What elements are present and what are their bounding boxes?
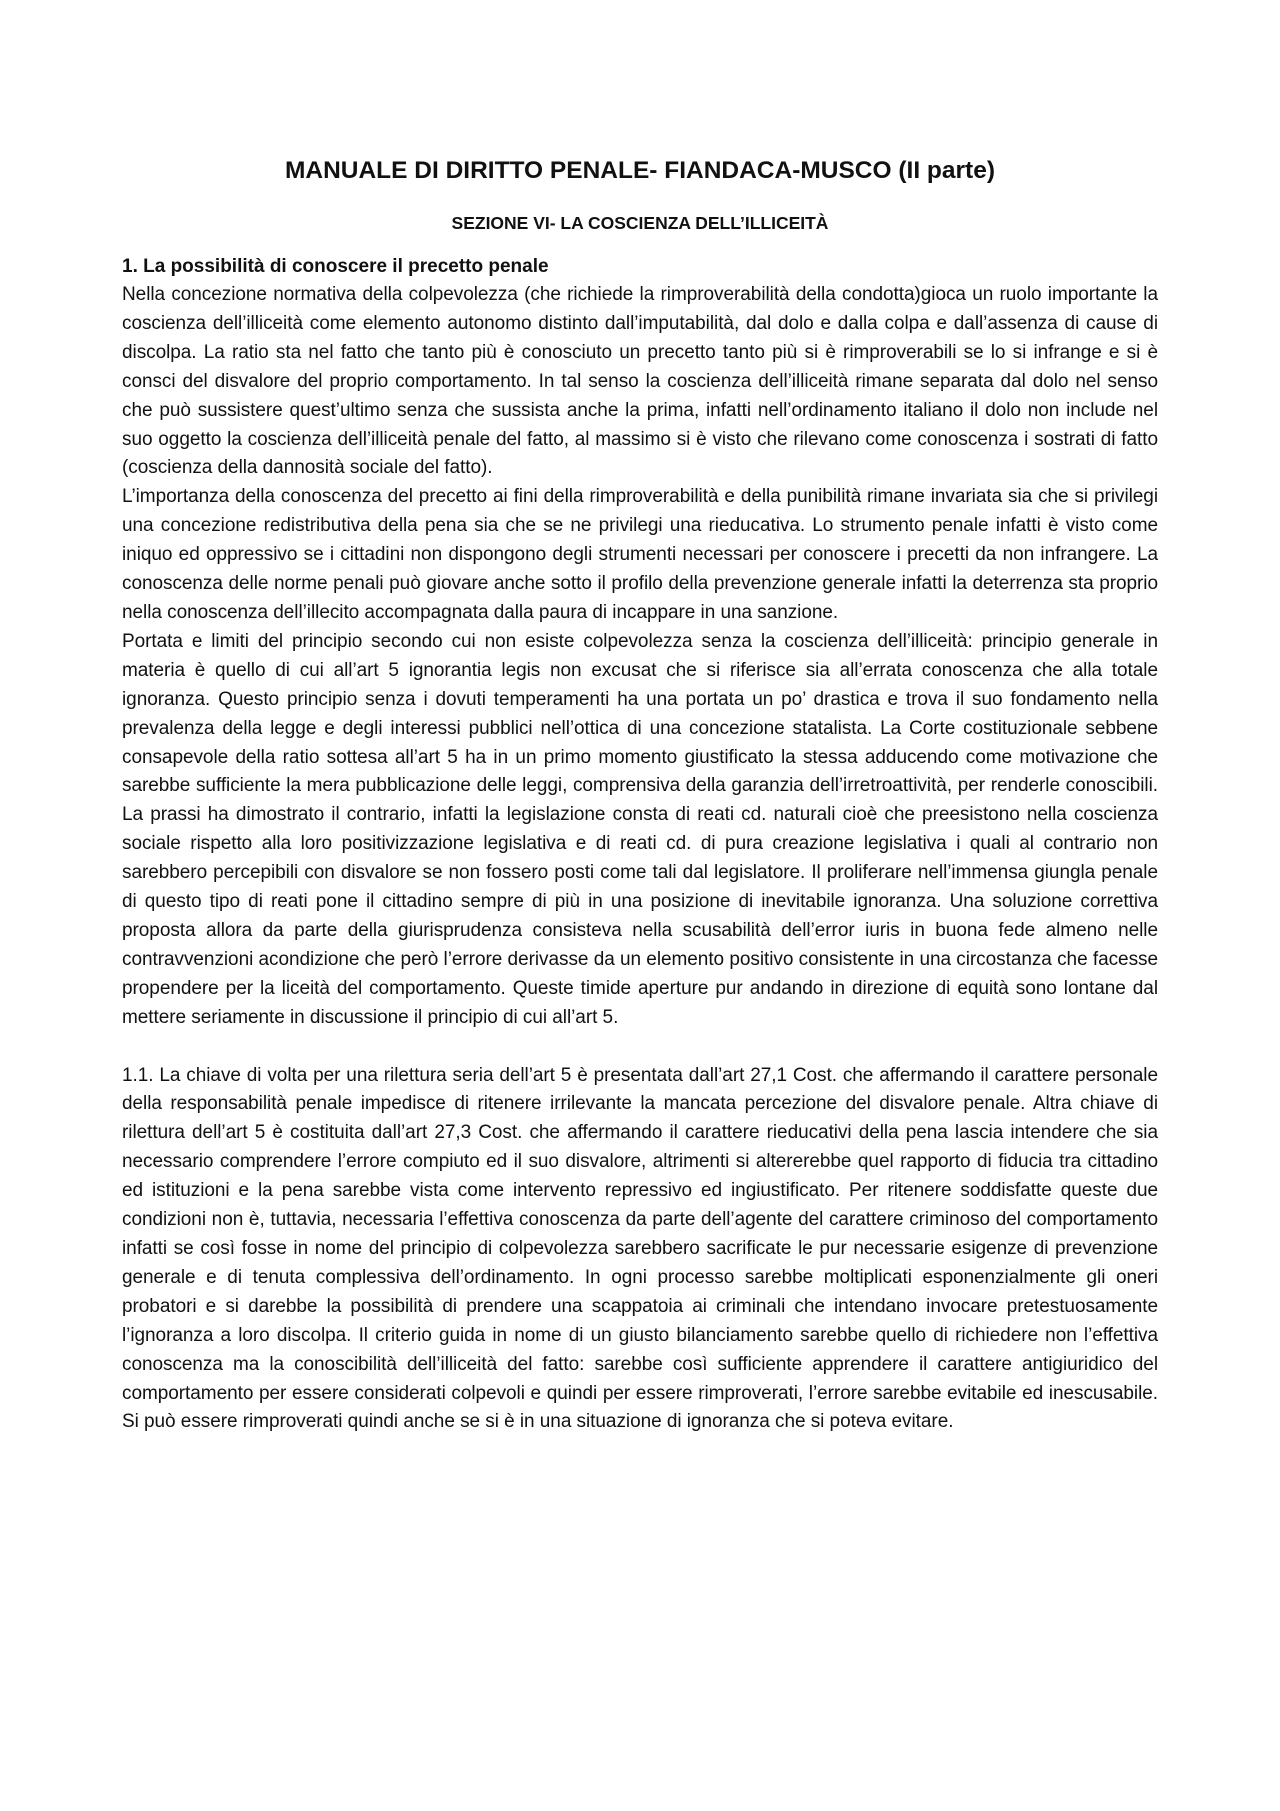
paragraph: L’importanza della conoscenza del precetto ai fini della rimproverabilità e della punibilità rimane invariata sia che si privilegi una concezione redistributiva della pena sia che se ne privilegi una rieducativa. Lo strumento penale infatti è visto come iniquo ed oppressivo se i cittadini non dispongono degli strumenti necessari per conoscere i precetti da non infrangere. La conoscenza delle norme penali può giovare anche sotto il profilo della prevenzione generale infatti la deterrenza sta proprio nella conoscenza dell’illecito accompagnata dalla paura di incappare in una sanzione. xyxy=(122,486,1158,623)
document-title: MANUALE DI DIRITTO PENALE- FIANDACA-MUSCO (II parte) xyxy=(284,157,996,184)
section-title: SEZIONE VI- LA COSCIENZA DELL’ILLICEITÀ xyxy=(451,213,829,233)
paragraph: Nella concezione normativa della colpevolezza (che richiede la rimproverabilità della condotta)gioca un ruolo importante la coscienza dell’illiceità come elemento autonomo distinto dall’imputabilità, dal dolo e dalla colpa e dall’assenza di cause di discolpa. La ratio sta nel fatto che tanto più è conosciuto un precetto tanto più si è rimproverabili se lo si infrange e si è consci del disvalore del proprio comportamento. In tal senso la coscienza dell’illiceità rimane separata dal dolo nel senso che può sussistere quest’ultimo senza che sussista anche la prima, infatti nell’ordinamento italiano il dolo non include nel suo oggetto la coscienza dell’illiceità penale del fatto, al massimo si è visto che rilevano come conoscenza i sostrati di fatto (coscienza della dannosità sociale del fatto). xyxy=(122,284,1158,479)
paragraph: Portata e limiti del principio secondo cui non esiste colpevolezza senza la coscienza dell’illiceità: principio generale in materia è quello di cui all’art 5 ignorantia legis non excusat che si riferisce sia all’errata conoscenza che alla totale ignoranza. Questo principio senza i dovuti temperamenti ha una portata un po’ drastica e trova il suo fondamento nella prevalenza della legge e degli interessi pubblici nell’ottica di una concezione statalista. La Corte costituzionale sebbene consapevole della ratio sottesa all’art 5 ha in un primo momento giustificato la stessa adducendo come motivazione che sarebbe sufficiente la mera pubblicazione delle leggi, comprensiva della garanzia dell’irretroattività, per renderle conoscibili. La prassi ha dimostrato il contrario, infatti la legislazione consta di reati cd. naturali cioè che preesistono nella coscienza sociale rispetto alla loro positivizzazione legislativa e di reati cd. di pura creazione legislativa i quali al contrario non sarebbero percepibili con disvalore se non fossero posti come tali dal legislatore. Il proliferare nell’immensa giungla penale di questo tipo di reati pone il cittadino sempre di più in una posizione di inevitabile ignoranza. Una soluzione correttiva proposta allora da parte della giurisprudenza consisteva nella scusabilità dell’error iuris in buona fede almeno nelle contravvenzioni acondizione che però l’errore derivasse da un elemento positivo consistente in una circostanza che facesse propendere per la liceità del comportamento. Queste timide aperture pur andando in direzione di equità sono lontane dal mettere seriamente in discussione il principio di cui all’art 5. xyxy=(122,630,1158,1028)
subsection-heading: 1. La possibilità di conoscere il precetto penale xyxy=(122,256,549,277)
paragraph: 1.1. La chiave di volta per una rilettura seria dell’art 5 è presentata dall’art 27,1 Cost. che affermando il carattere personale della responsabilità penale impedisce di ritenere irrilevante la mancata percezione del disvalore penale. Altra chiave di rilettura dell’art 5 è costituita dall’art 27,3 Cost. che affermando il carattere rieducativi della pena lascia intendere che sia necessario comprendere l’errore compiuto ed il suo disvalore, altrimenti si altererebbe quel rapporto di fiducia tra cittadino ed istituzioni e la pena sarebbe vista come intervento repressivo ed ingiustificato. Per ritenere soddisfatte queste due condizioni non è, tuttavia, necessaria l’effettiva conoscenza da parte dell’agente del carattere criminoso del comportamento infatti se così fosse in nome del principio di colpevolezza sarebbero sacrificate le pur necessarie esigenze di prevenzione generale e di tenuta complessiva dell’ordinamento. In ogni processo sarebbe moltiplicati esponenzialmente gli oneri probatori e si darebbe la possibilità di prendere una scappatoia ai criminali che intendano invocare pretestuosamente l’ignoranza a loro discolpa. Il criterio guida in nome di un giusto bilanciamento sarebbe quello di richiedere non l’effettiva conoscenza ma la conoscibilità dell’illiceità del fatto: sarebbe così sufficiente apprendere il carattere antigiuridico del comportamento per essere considerati colpevoli e quindi per essere rimproverati, l’errore sarebbe evitabile ed inescusabile. Si può essere rimproverati quindi anche se si è in una situazione di ignoranza che si poteva evitare. xyxy=(122,1064,1158,1433)
